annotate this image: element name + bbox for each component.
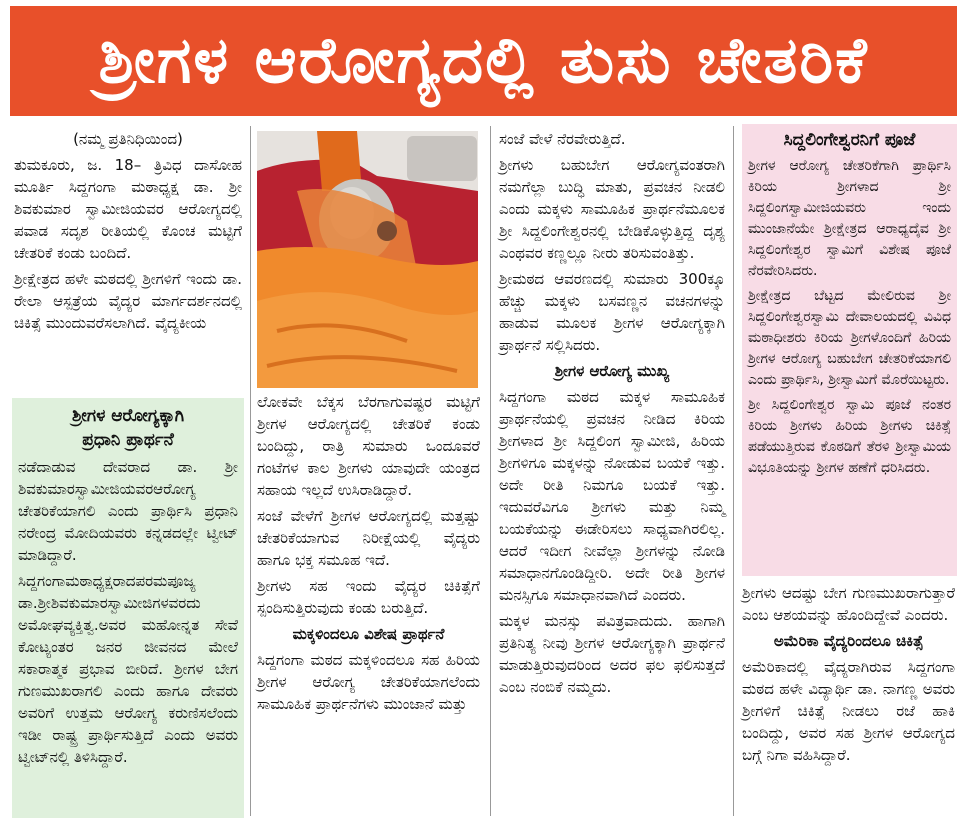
- paragraph: ಶ್ರೀಮಠದ ಆವರಣದಲ್ಲಿ ಸುಮಾರು 300ಕ್ಕೂ ಹೆಚ್ಚು ಮಕ್ಕಳು ಬಸವಣ್ಣನ ವಚನಗಳನ್ನು ಹಾಡುವ ಮೂಲಕ ಶ್ರೀಗಳ ಆರೋಗ್ಯಕ್ಕಾಗಿ ಪ್ರಾರ್ಥನೆ ಸಲ್ಲಿಸಿದರು.: [499, 270, 725, 354]
- pm-prayer-content: [18, 404, 238, 772]
- paragraph: ನಡೆದಾಡುವ ದೇವರಾದ ಡಾ. ಶ್ರೀ ಶಿವಕುಮಾರಸ್ವಾಮೀಜಿಯವರಆರೋಗ್ಯ ಚೇತರಿಕೆಯಾಗಲಿ ಎಂದು ಪ್ರಾರ್ಥಿಸಿ ಪ್ರಧಾನಿ ನರೇಂದ್ರ ಮೋದಿಯವರು ಕನ್ನಡದಲ್ಲೇ ಟ್ವೀಟ್ ಮಾಡಿದ್ದಾರೆ.: [18, 458, 238, 564]
- column-divider: [250, 126, 251, 816]
- article-column-4: [742, 582, 955, 770]
- pooja-content: [748, 128, 951, 483]
- news-photo: [257, 131, 478, 388]
- subheading: ಮಕ್ಕಳಿಂದಲೂ ವಿಶೇಷ ಪ್ರಾರ್ಥನೆ: [292, 625, 445, 643]
- headline-banner: [10, 6, 957, 116]
- column-divider: [490, 126, 491, 816]
- paragraph: ಶ್ರೀ ಸಿದ್ದಲಿಂಗೇಶ್ವರ ಸ್ವಾಮಿ ಪೂಜೆ ನಂತರ ಕಿರಿಯ ಶ್ರೀಗಳು ಹಿರಿಯ ಶ್ರೀಗಳು ಚಿಕಿತ್ಸೆ ಪಡೆಯುತ್ತಿರುವ ಕೊಠಡಿಗೆ ತೆರಳಿ ಶ್ರೀಸ್ವಾಮಿಯ ವಿಭೂತಿಯನ್ನು ಶ್ರೀಗಳ ಹಣೆಗೆ ಧರಿಸಿದರು.: [748, 397, 951, 476]
- paragraph: ಶ್ರೀಕ್ಷೇತ್ರದ ಹಳೇ ಮಠದಲ್ಲಿ ಶ್ರೀಗಳಿಗೆ ಇಂದು ಡಾ. ರೇಲಾ ಆಸ್ಪತ್ರೆಯ ವೈದ್ಯರ ಮಾರ್ಗದರ್ಶನದಲ್ಲಿ ಚಿಕಿತ್ಸೆ ಮುಂದುವರೆಸಲಾಗಿದೆ. ವೈದ್ಯಕೀಯ: [14, 270, 242, 332]
- paragraph: ಶ್ರೀಗಳು ಆದಷ್ಟು ಬೇಗ ಗುಣಮುಖರಾಗುತ್ತಾರೆ ಎಂಬ ಆಶಯವನ್ನು ಹೊಂದಿದ್ದೇವೆ ಎಂದರು.: [742, 584, 955, 624]
- box-heading: ಸಿದ್ದಲಿಂಗೇಶ್ವರನಿಗೆ ಪೂಜೆ: [783, 130, 916, 150]
- paragraph: ಲೋಕವೇ ಬೆಕ್ಕಸ ಬೆರಗಾಗುವಷ್ಟರ ಮಟ್ಟಿಗೆ ಶ್ರೀಗಳ ಆರೋಗ್ಯದಲ್ಲಿ ಚೇತರಿಕೆ ಕಂಡು ಬಂದಿದ್ದು, ರಾತ್ರಿ ಸುಮಾರು ಒಂದೂವರೆ ಗಂಟೆಗಳ ಕಾಲ ಶ್ರೀಗಳು ಯಾವುದೇ ಯಂತ್ರದ ಸಹಾಯ ಇಲ್ಲದೆ ಉಸಿರಾಡಿದ್ದಾರೆ.: [257, 393, 480, 499]
- box-heading: [18, 404, 238, 452]
- paragraph: ಸಿದ್ದಗಂಗಾ ಮಠದ ಮಕ್ಕಳ ಸಾಮೂಹಿಕ ಪ್ರಾರ್ಥನೆಯಲ್ಲಿ ಪ್ರವಚನ ನೀಡಿದ ಕಿರಿಯ ಶ್ರೀಗಳಾದ ಶ್ರೀ ಸಿದ್ದಲಿಂಗ ಸ್ವಾಮೀಜಿ, ಹಿರಿಯ ಶ್ರೀಗಳಿಗೂ ಮಕ್ಕಳನ್ನು ನೋಡುವ ಬಯಕೆ ಇತ್ತು. ಅದೇ ರೀತಿ ನಿಮಗೂ ಬಯಕೆ ಇತ್ತು. ಇದುವರೆವಿಗೂ ಶ್ರೀಗಳು ಮತ್ತು ನಿಮ್ಮ ಬಯಕೆಯನ್ನು ಈಡೇರಿಸಲು ಸಾಧ್ಯವಾಗಿರಲಿಲ್ಲ. ಆದರೆ ಇದೀಗ ನೀವೆಲ್ಲಾ ಶ್ರೀಗಳನ್ನು ನೋಡಿ ಸಮಾಧಾನಗೊಂಡಿದ್ದೀರಿ. ಅದೇ ರೀತಿ ಶ್ರೀಗಳ ಮನಸ್ಸಿಗೂ ಸಮಾಧಾನವಾಗಿದೆ ಎಂದರು.: [499, 388, 725, 604]
- headline: ಶ್ರೀಗಳ ಆರೋಗ್ಯದಲ್ಲಿ ತುಸು ಚೇತರಿಕೆ: [98, 24, 869, 98]
- box-heading-line: ಶ್ರೀಗಳ ಆರೋಗ್ಯಕ್ಕಾಗಿ: [71, 406, 185, 426]
- pm-prayer-box: [12, 398, 244, 818]
- article-column-3: [499, 128, 725, 702]
- article-column-2: [257, 391, 480, 719]
- paragraph: ಸಂಜೆ ವೇಳೆಗೆ ಶ್ರೀಗಳ ಆರೋಗ್ಯದಲ್ಲಿ ಮತ್ತಷ್ಟು ಚೇತರಿಕೆಯಾಗುವ ನಿರೀಕ್ಷೆಯಲ್ಲಿ ವೈದ್ಯರು ಹಾಗೂ ಭಕ್ತ ಸಮೂಹ ಇದೆ.: [257, 507, 480, 569]
- pooja-box: [742, 124, 957, 576]
- paragraph: ಸಂಜೆ ವೇಳೆ ನೆರವೇರುತ್ತಿದೆ.: [499, 130, 626, 148]
- byline: (ನಮ್ಮ ಪ್ರತಿನಿಧಿಯಿಂದ): [73, 130, 183, 148]
- box-heading-line: ಪ್ರಧಾನಿ ಪ್ರಾರ್ಥನೆ: [82, 430, 174, 450]
- paragraph: ಶ್ರೀಗಳ ಆರೋಗ್ಯ ಚೇತರಿಕೆಗಾಗಿ ಪ್ರಾರ್ಥಿಸಿ ಕಿರಿಯ ಶ್ರೀಗಳಾದ ಶ್ರೀ ಸಿದ್ದಲಿಂಗಸ್ವಾಮೀಜಿಯವರು ಇಂದು ಮುಂಜಾನೆಯೇ ಶ್ರೀಕ್ಷೇತ್ರದ ಆರಾಧ್ಯದೈವ ಶ್ರೀ ಸಿದ್ದಲಿಂಗೇಶ್ವರ ಸ್ವಾಮಿಗೆ ವಿಶೇಷ ಪೂಜೆ ನೆರವೇರಿಸಿದರು.: [748, 158, 951, 279]
- article-column-1: [14, 128, 242, 338]
- paragraph: ತುಮಕೂರು, ಜ. 18– ತ್ರಿವಿಧ ದಾಸೋಹ ಮೂರ್ತಿ ಸಿದ್ದಗಂಗಾ ಮಠಾಧ್ಯಕ್ಷ ಡಾ. ಶ್ರೀ ಶಿವಕುಮಾರ ಸ್ವಾಮೀಜಿಯವರ ಆರೋಗ್ಯದಲ್ಲಿ ಪವಾಡ ಸದೃಶ ರೀತಿಯಲ್ಲಿ ಕೊಂಚ ಮಟ್ಟಿಗೆ ಚೇತರಿಕೆ ಕಂಡು ಬಂದಿದೆ.: [14, 156, 242, 262]
- subheading: ಅಮೆರಿಕಾ ವೈದ್ಯರಿಂದಲೂ ಚಿಕಿತ್ಸೆ: [773, 632, 924, 650]
- seer-in-hospital-bed-photo: [257, 131, 478, 388]
- paragraph: ಮಕ್ಕಳ ಮನಸ್ಸು ಪವಿತ್ರವಾದುದು. ಹಾಗಾಗಿ ಪ್ರತಿನಿತ್ಯ ನೀವು ಶ್ರೀಗಳ ಆರೋಗ್ಯಕ್ಕಾಗಿ ಪ್ರಾರ್ಥನೆ ಮಾಡುತ್ತಿರುವುದರಿಂದ ಅದರ ಫಲ ಫಲಿಸುತ್ತದೆ ಎಂಬ ನಂಬಿಕೆ ನಮ್ಮದು.: [499, 612, 725, 696]
- subheading: ಶ್ರೀಗಳ ಆರೋಗ್ಯ ಮುಖ್ಯ: [554, 362, 670, 380]
- paragraph: ಸಿದ್ದಗಂಗಾ ಮಠದ ಮಕ್ಕಳಿಂದಲೂ ಸಹ ಹಿರಿಯ ಶ್ರೀಗಳ ಆರೋಗ್ಯ ಚೇತರಿಕೆಯಾಗಲೆಂದು ಸಾಮೂಹಿಕ ಪ್ರಾರ್ಥನೆಗಳು ಮುಂಜಾನೆ ಮತ್ತು: [257, 651, 480, 713]
- paragraph: ಶ್ರೀಕ್ಷೇತ್ರದ ಬೆಟ್ಟದ ಮೇಲಿರುವ ಶ್ರೀ ಸಿದ್ದಲಿಂಗೇಶ್ವರಸ್ವಾಮಿ ದೇವಾಲಯದಲ್ಲಿ ವಿವಿಧ ಮಠಾಧೀಶರು ಕಿರಿಯ ಶ್ರೀಗಳೊಂದಿಗೆ ಹಿರಿಯ ಶ್ರೀಗಳ ಆರೋಗ್ಯ ಬಹುಬೇಗ ಚೇತರಿಕೆಯಾಗಲಿ ಎಂದು ಪ್ರಾರ್ಥಿಸಿ, ಶ್ರೀಸ್ವಾಮಿಗೆ ಮೊರೆಯಿಟ್ಟರು.: [748, 288, 951, 388]
- paragraph: ಸಿದ್ದಗಂಗಾಮಠಾಧ್ಯಕ್ಷರಾದಪರಮಪೂಜ್ಯ ಡಾ.ಶ್ರೀಶಿವಕುಮಾರಸ್ವಾಮೀಜಿಗಳವರದು ಅಮೋಘವ್ಯಕ್ತಿತ್ವ.ಅವರ ಮಹೋನ್ನತ ಸೇವೆ ಕೋಟ್ಯಂತರ ಜನರ ಜೀವನದ ಮೇಲೆ ಸಕಾರಾತ್ಮಕ ಪ್ರಭಾವ ಬೀರಿದೆ. ಶ್ರೀಗಳ ಬೇಗ ಗುಣಮುಖರಾಗಲಿ ಎಂದು ಹಾಗೂ ದೇವರು ಅವರಿಗೆ ಉತ್ತಮ ಆರೋಗ್ಯ ಕರುಣಿಸಲೆಂದು ಇಡೀ ರಾಷ್ಟ್ರ ಪ್ರಾರ್ಥಿಸುತ್ತಿದೆ ಎಂದು ಅವರು ಟ್ವೀಟ್‌ನಲ್ಲಿ ತಿಳಿಸಿದ್ದಾರೆ.: [18, 572, 238, 766]
- paragraph: ಅಮೆರಿಕಾದಲ್ಲಿ ವೈದ್ಯರಾಗಿರುವ ಸಿದ್ದಗಂಗಾ ಮಠದ ಹಳೇ ವಿದ್ಯಾರ್ಥಿ ಡಾ. ನಾಗಣ್ಣ ಅವರು ಶ್ರೀಗಳಿಗೆ ಚಿಕಿತ್ಸೆ ನೀಡಲು ರಜೆ ಹಾಕಿ ಬಂದಿದ್ದು, ಅವರ ಸಹ ಶ್ರೀಗಳ ಆರೋಗ್ಯದ ಬಗ್ಗೆ ನಿಗಾ ವಹಿಸಿದ್ದಾರೆ.: [742, 658, 955, 764]
- paragraph: ಶ್ರೀಗಳು ಸಹ ಇಂದು ವೈದ್ಯರ ಚಿಕಿತ್ಸೆಗೆ ಸ್ಪಂದಿಸುತ್ತಿರುವುದು ಕಂಡು ಬರುತ್ತಿದೆ.: [257, 577, 480, 617]
- paragraph: ಶ್ರೀಗಳು ಬಹುಬೇಗ ಆರೋಗ್ಯವಂತರಾಗಿ ನಮಗೆಲ್ಲಾ ಬುದ್ಧಿ ಮಾತು, ಪ್ರವಚನ ನೀಡಲಿ ಎಂದು ಮಕ್ಕಳು ಸಾಮೂಹಿಕ ಪ್ರಾರ್ಥನೆಮೂಲಕ ಶ್ರೀ ಸಿದ್ದಲಿಂಗೇಶ್ವರನಲ್ಲಿ ಬೇಡಿಕೊಳ್ಳುತ್ತಿದ್ದ ದೃಶ್ಯ ಎಂಥವರ ಕಣ್ಣಲ್ಲೂ ನೀರು ತರಿಸುವಂತಿತ್ತು.: [499, 156, 725, 262]
- column-divider: [733, 126, 734, 816]
